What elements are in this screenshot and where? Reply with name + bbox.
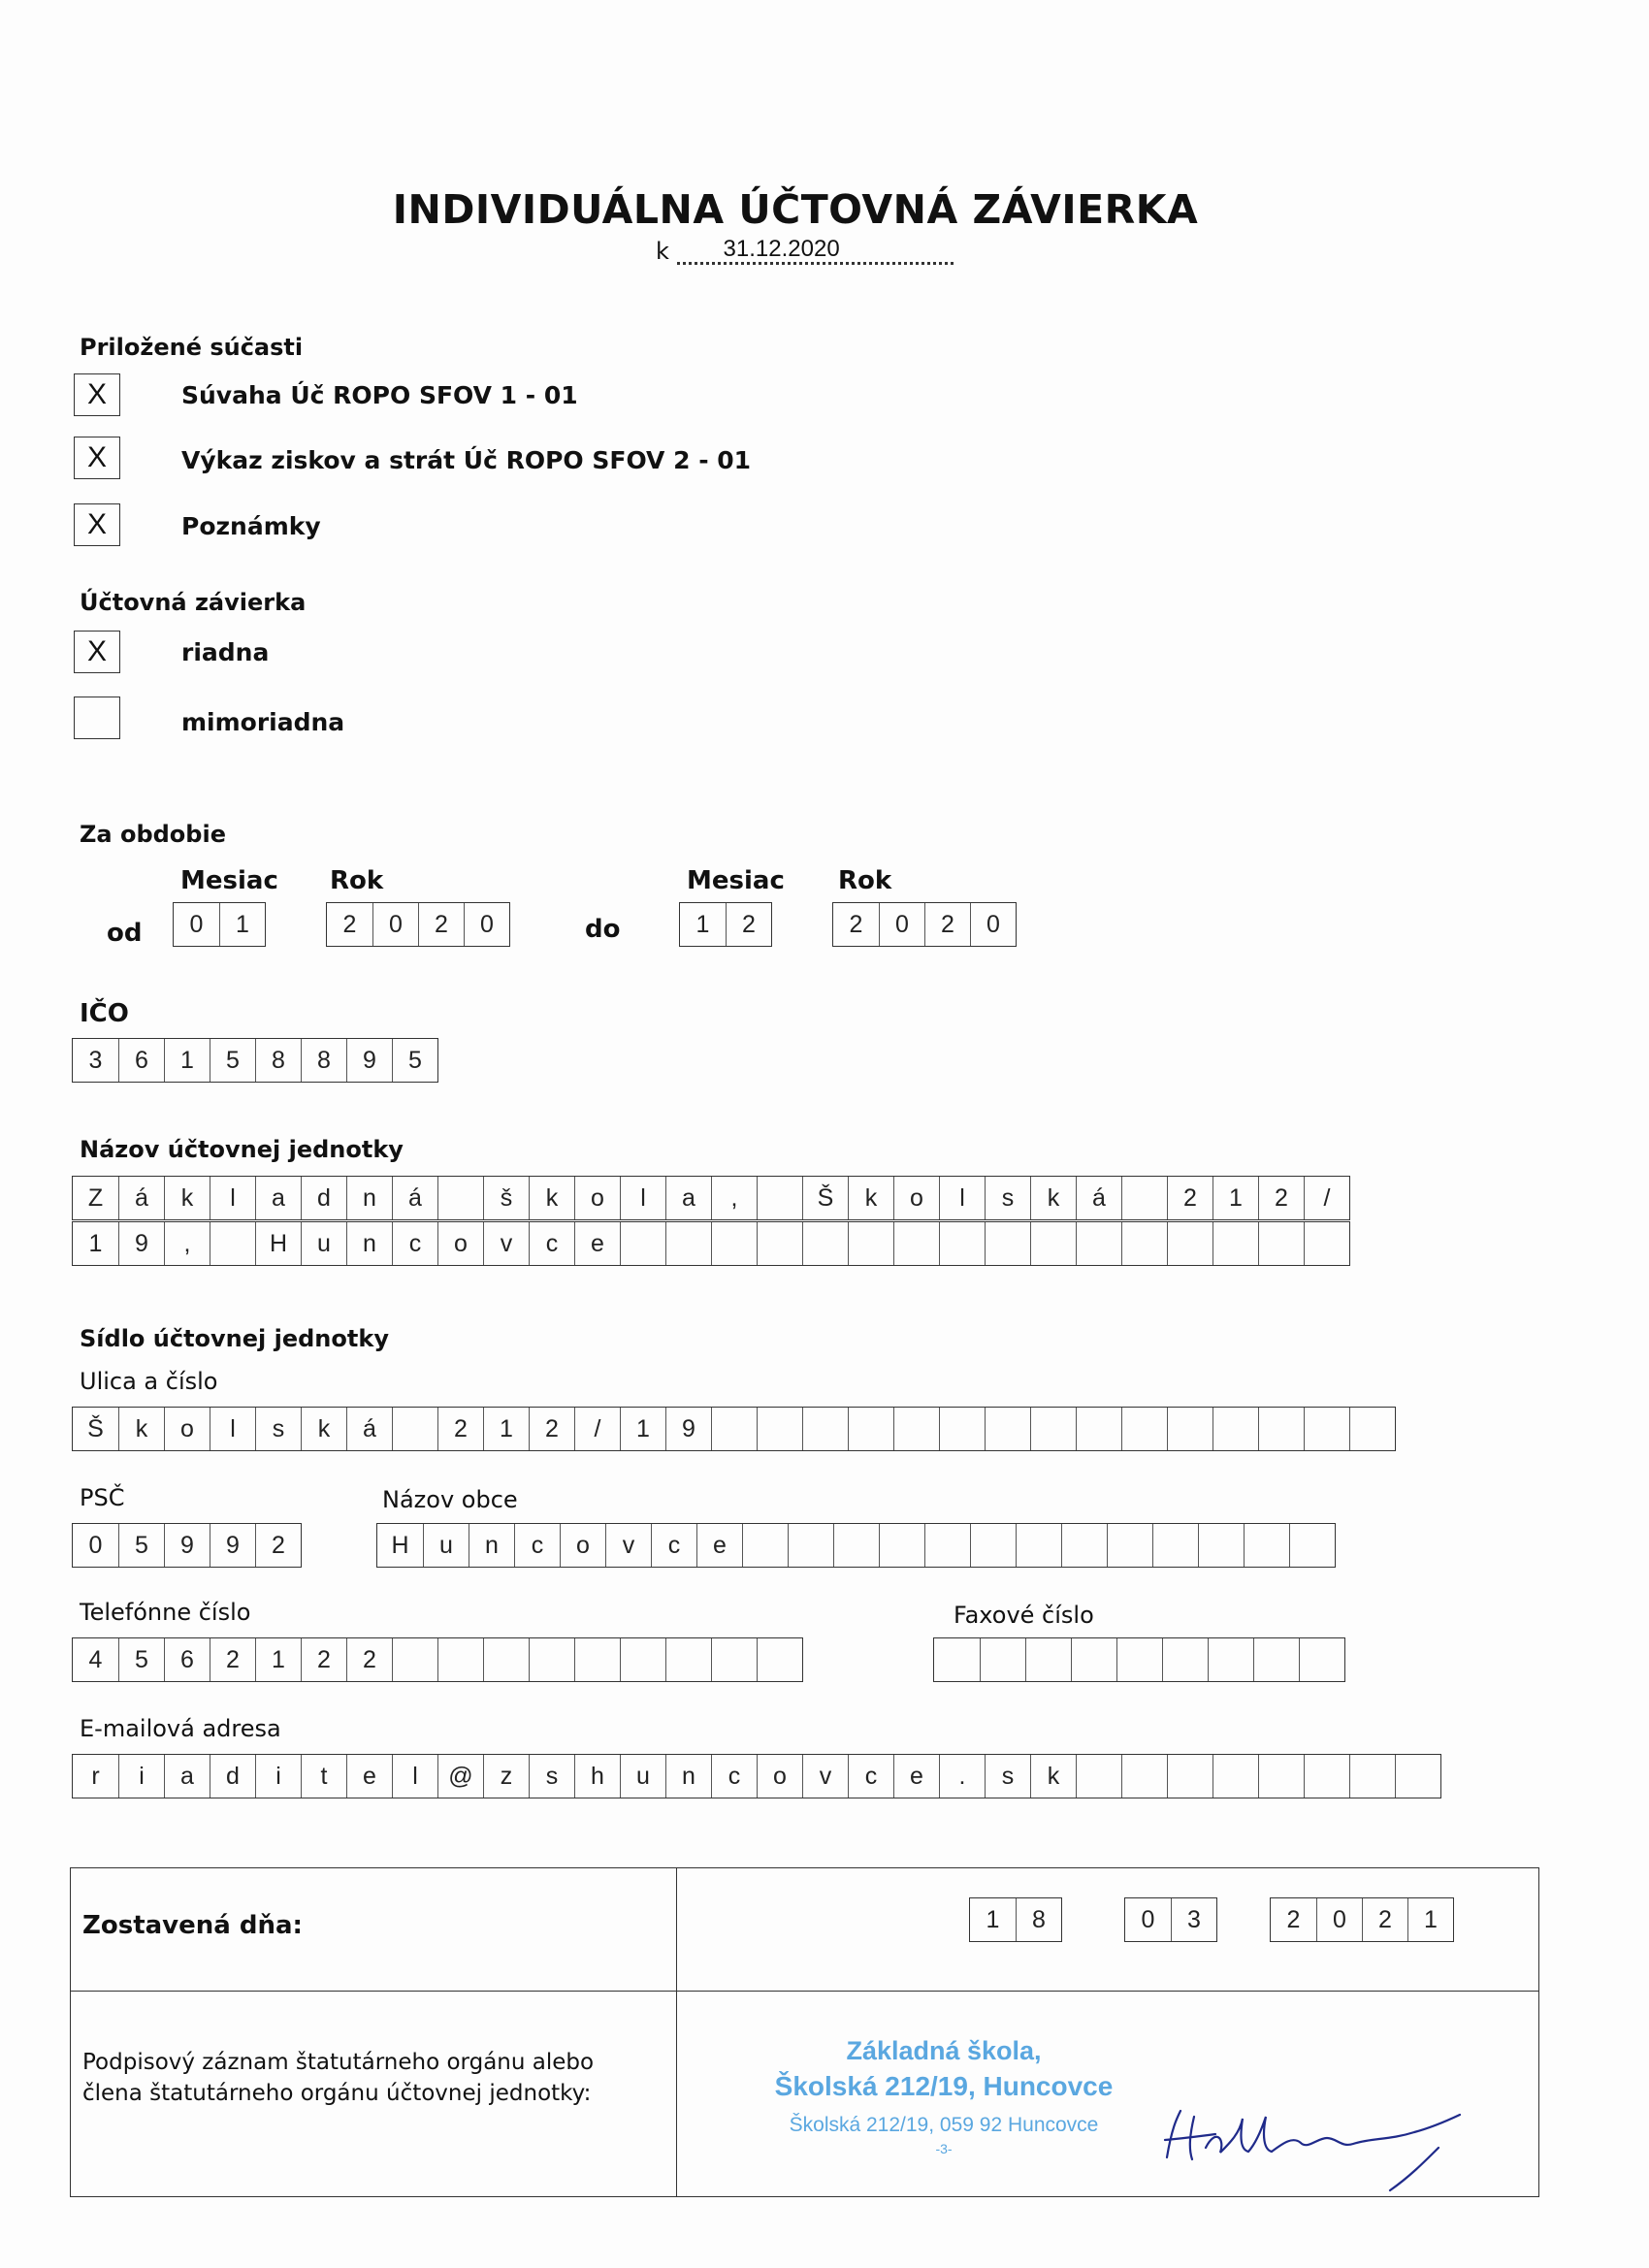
ico-digit-cell: 8 xyxy=(255,1039,301,1082)
name-grid-row1[interactable] xyxy=(72,1176,1350,1220)
email-char-cell: k xyxy=(1030,1755,1076,1798)
city-char-cell xyxy=(1244,1524,1289,1567)
name-char-cell: l xyxy=(210,1177,255,1219)
name-char-cell: d xyxy=(301,1177,346,1219)
email-char-cell: c xyxy=(711,1755,757,1798)
street-char-cell: 2 xyxy=(437,1408,483,1450)
email-char-cell: n xyxy=(665,1755,711,1798)
city-char-cell xyxy=(879,1524,924,1567)
email-char-cell: v xyxy=(802,1755,848,1798)
phone-digit-cell: 1 xyxy=(255,1638,301,1681)
name-label: Názov účtovnej jednotky xyxy=(80,1136,404,1163)
label-income-statement: Výkaz ziskov a strát Úč ROPO SFOV 2 - 01 xyxy=(181,446,752,474)
email-char-cell: s xyxy=(985,1755,1030,1798)
name-char-cell: a xyxy=(255,1177,301,1219)
phone-digit-cell xyxy=(620,1638,665,1681)
phone-digit-cell: 2 xyxy=(210,1638,255,1681)
to-label: do xyxy=(585,915,621,944)
phone-label: Telefónne číslo xyxy=(80,1599,251,1626)
digit-cell: 3 xyxy=(1171,1898,1216,1941)
date-value[interactable]: 31.12.2020 xyxy=(723,236,840,262)
city-char-cell xyxy=(970,1524,1016,1567)
city-char-cell xyxy=(924,1524,970,1567)
name-char-cell: á xyxy=(392,1177,437,1219)
ico-digit-cell: 1 xyxy=(164,1039,210,1082)
name-char-cell: n xyxy=(346,1177,392,1219)
street-char-cell xyxy=(1167,1408,1212,1450)
checkbox-extraordinary[interactable] xyxy=(74,697,120,739)
name-char-cell: k xyxy=(164,1177,210,1219)
digit-cell: 0 xyxy=(970,903,1016,946)
digit-cell: 2 xyxy=(726,903,771,946)
name-char-cell xyxy=(939,1222,985,1265)
street-char-cell: / xyxy=(574,1408,620,1450)
street-char-cell: k xyxy=(118,1408,164,1450)
name-char-cell xyxy=(893,1222,939,1265)
reporting-date xyxy=(656,238,954,265)
phone-digit-cell: 4 xyxy=(88,1646,103,1673)
email-char-cell xyxy=(1076,1755,1121,1798)
stamp-line3: Školská 212/19, 059 92 Huncovce xyxy=(789,2114,1099,2136)
name-char-cell: v xyxy=(483,1222,529,1265)
street-char-cell xyxy=(848,1408,893,1450)
name-char-cell: k xyxy=(1030,1177,1076,1219)
name-char-cell: 1 xyxy=(1212,1177,1258,1219)
city-char-cell xyxy=(1061,1524,1107,1567)
phone-digit-cell xyxy=(757,1638,802,1681)
email-char-cell: i xyxy=(255,1755,301,1798)
email-char-cell: i xyxy=(118,1755,164,1798)
name-char-cell: c xyxy=(392,1222,437,1265)
street-char-cell xyxy=(985,1408,1030,1450)
phone-digit-cell xyxy=(483,1638,529,1681)
name-char-cell: c xyxy=(529,1222,574,1265)
name-char-cell xyxy=(1121,1222,1167,1265)
city-char-cell: c xyxy=(514,1524,560,1567)
psc-digit-cell: 9 xyxy=(210,1524,255,1567)
document-title: INDIVIDUÁLNA ÚČTOVNÁ ZÁVIERKA xyxy=(392,186,1199,233)
email-char-cell: t xyxy=(301,1755,346,1798)
organization-stamp xyxy=(750,2033,1138,2155)
name-char-cell: s xyxy=(985,1177,1030,1219)
signature-label-line2: člena štatutárneho orgánu účtovnej jednotky: xyxy=(82,2081,592,2106)
digit-cell: 1 xyxy=(986,1906,1000,1933)
seat-heading: Sídlo účtovnej jednotky xyxy=(80,1325,389,1352)
email-char-cell: e xyxy=(346,1755,392,1798)
name-char-cell xyxy=(848,1222,893,1265)
email-char-cell: e xyxy=(893,1755,939,1798)
name-char-cell xyxy=(802,1222,848,1265)
name-char-cell xyxy=(757,1222,802,1265)
to-month-label: Mesiac xyxy=(687,866,785,895)
signature-label xyxy=(82,2047,594,2109)
street-char-cell: l xyxy=(210,1408,255,1450)
name-char-cell xyxy=(210,1222,255,1265)
city-char-cell: c xyxy=(651,1524,696,1567)
ico-label: IČO xyxy=(80,999,129,1028)
from-year-label: Rok xyxy=(330,866,384,895)
email-char-cell: . xyxy=(939,1755,985,1798)
digit-cell: 2 xyxy=(924,903,970,946)
fax-digit-cell xyxy=(1116,1638,1162,1681)
name-char-cell xyxy=(620,1222,665,1265)
phone-digit-cell xyxy=(437,1638,483,1681)
name-char-cell: 2 xyxy=(1167,1177,1212,1219)
street-char-cell: s xyxy=(255,1408,301,1450)
email-char-cell: u xyxy=(620,1755,665,1798)
statement-type-heading: Účtovná závierka xyxy=(80,589,307,616)
ico-digit-cell: 9 xyxy=(346,1039,392,1082)
email-char-cell xyxy=(1395,1755,1440,1798)
digit-cell: 0 xyxy=(1316,1898,1362,1941)
compiled-month-grid[interactable] xyxy=(1124,1897,1217,1942)
name-char-cell: k xyxy=(529,1177,574,1219)
name-char-cell: 9 xyxy=(118,1222,164,1265)
street-char-cell: á xyxy=(346,1408,392,1450)
phone-digit-cell: 6 xyxy=(164,1638,210,1681)
digit-cell: 0 xyxy=(189,911,204,938)
handwritten-signature xyxy=(1148,2090,1555,2196)
fax-digit-cell xyxy=(1299,1638,1344,1681)
digit-cell: 1 xyxy=(695,911,710,938)
stamp-line2: Školská 212/19, Huncovce xyxy=(774,2071,1114,2101)
city-char-cell: u xyxy=(423,1524,469,1567)
street-label: Ulica a číslo xyxy=(80,1368,218,1395)
city-char-cell xyxy=(788,1524,833,1567)
date-dotted-line xyxy=(677,236,954,265)
phone-digit-cell xyxy=(529,1638,574,1681)
name-char-cell: l xyxy=(939,1177,985,1219)
name-char-cell: l xyxy=(620,1177,665,1219)
digit-cell: 0 xyxy=(372,903,418,946)
to-month-grid[interactable] xyxy=(679,902,772,947)
name-char-cell xyxy=(985,1222,1030,1265)
city-char-cell: H xyxy=(391,1532,409,1559)
name-char-cell xyxy=(437,1177,483,1219)
label-extraordinary: mimoriadna xyxy=(181,708,345,736)
phone-digit-cell xyxy=(665,1638,711,1681)
psc-label: PSČ xyxy=(80,1484,125,1511)
name-char-cell: / xyxy=(1304,1177,1349,1219)
street-char-cell xyxy=(757,1408,802,1450)
digit-cell: 0 xyxy=(1141,1906,1155,1933)
signature-box xyxy=(70,1867,1539,2197)
ico-digit-cell: 5 xyxy=(392,1039,437,1082)
name-char-cell: š xyxy=(483,1177,529,1219)
city-char-cell xyxy=(1016,1524,1061,1567)
name-char-cell: H xyxy=(255,1222,301,1265)
street-char-cell xyxy=(1349,1408,1395,1450)
ico-digit-cell: 6 xyxy=(118,1039,164,1082)
from-label: od xyxy=(107,919,143,948)
name-char-cell: , xyxy=(711,1177,757,1219)
name-char-cell: k xyxy=(848,1177,893,1219)
name-char-cell: o xyxy=(437,1222,483,1265)
digit-cell: 2 xyxy=(1362,1898,1407,1941)
street-char-cell xyxy=(1212,1408,1258,1450)
digit-cell: 1 xyxy=(1407,1898,1453,1941)
attachments-heading: Priložené súčasti xyxy=(80,334,304,361)
ico-grid[interactable] xyxy=(72,1038,438,1083)
name-char-cell: 1 xyxy=(88,1230,103,1257)
phone-digit-cell: 2 xyxy=(301,1638,346,1681)
city-char-cell xyxy=(1289,1524,1335,1567)
street-char-cell xyxy=(711,1408,757,1450)
fax-digit-cell xyxy=(1162,1638,1208,1681)
digit-cell: 1 xyxy=(219,903,265,946)
psc-digit-cell: 0 xyxy=(88,1532,103,1559)
phone-digit-cell: 2 xyxy=(346,1638,392,1681)
stamp-line4: -3- xyxy=(935,2141,953,2156)
compiled-day-grid[interactable] xyxy=(969,1897,1062,1942)
email-char-cell xyxy=(1349,1755,1395,1798)
phone-digit-cell xyxy=(574,1638,620,1681)
label-balance-sheet: Súvaha Úč ROPO SFOV 1 - 01 xyxy=(181,381,578,409)
fax-digit-cell xyxy=(1071,1638,1116,1681)
name-char-cell xyxy=(1212,1222,1258,1265)
name-char-cell: , xyxy=(164,1222,210,1265)
email-char-cell: s xyxy=(529,1755,574,1798)
name-char-cell: a xyxy=(665,1177,711,1219)
street-char-cell xyxy=(1121,1408,1167,1450)
street-char-cell: o xyxy=(164,1408,210,1450)
name-char-cell xyxy=(1121,1177,1167,1219)
name-char-cell xyxy=(711,1222,757,1265)
phone-digit-cell xyxy=(711,1638,757,1681)
signature-label-line1: Podpisový záznam štatutárneho orgánu alebo xyxy=(82,2050,595,2075)
digit-cell: 0 xyxy=(464,903,509,946)
name-char-cell: 2 xyxy=(1258,1177,1304,1219)
email-char-cell: h xyxy=(574,1755,620,1798)
email-char-cell xyxy=(1304,1755,1349,1798)
city-label: Názov obce xyxy=(382,1486,518,1513)
name-char-cell: á xyxy=(118,1177,164,1219)
street-char-cell xyxy=(1076,1408,1121,1450)
psc-digit-cell: 5 xyxy=(118,1524,164,1567)
checkbox-regular[interactable]: X xyxy=(74,631,120,673)
name-char-cell: o xyxy=(893,1177,939,1219)
email-char-cell xyxy=(1258,1755,1304,1798)
email-grid[interactable] xyxy=(72,1754,1441,1798)
email-char-cell: @ xyxy=(437,1755,483,1798)
street-char-cell xyxy=(392,1408,437,1450)
street-char-cell xyxy=(939,1408,985,1450)
email-char-cell: a xyxy=(164,1755,210,1798)
phone-digit-cell xyxy=(392,1638,437,1681)
name-char-cell xyxy=(1304,1222,1349,1265)
name-char-cell: u xyxy=(301,1222,346,1265)
name-char-cell: Š xyxy=(802,1177,848,1219)
psc-grid[interactable] xyxy=(72,1523,302,1568)
name-char-cell: Z xyxy=(87,1184,104,1212)
street-grid[interactable] xyxy=(72,1407,1396,1451)
name-char-cell xyxy=(757,1177,802,1219)
compiled-year-grid[interactable] xyxy=(1270,1897,1454,1942)
city-char-cell xyxy=(833,1524,879,1567)
ico-digit-cell: 5 xyxy=(210,1039,255,1082)
fax-digit-cell xyxy=(980,1638,1025,1681)
fax-grid[interactable] xyxy=(933,1637,1345,1682)
period-heading: Za obdobie xyxy=(80,821,226,848)
city-char-cell: o xyxy=(560,1524,605,1567)
name-char-cell xyxy=(1258,1222,1304,1265)
city-char-cell: n xyxy=(469,1524,514,1567)
fax-digit-cell xyxy=(1208,1638,1253,1681)
street-char-cell xyxy=(802,1408,848,1450)
ico-digit-cell: 3 xyxy=(88,1047,103,1074)
street-char-cell xyxy=(1304,1408,1349,1450)
box-divider-horizontal xyxy=(71,1991,1538,1992)
street-char-cell: 1 xyxy=(483,1408,529,1450)
email-char-cell: c xyxy=(848,1755,893,1798)
street-char-cell xyxy=(893,1408,939,1450)
from-year-grid[interactable] xyxy=(326,902,510,947)
checkbox-income-statement[interactable]: X xyxy=(74,437,120,479)
email-char-cell xyxy=(1121,1755,1167,1798)
email-char-cell: r xyxy=(91,1763,100,1790)
street-char-cell: k xyxy=(301,1408,346,1450)
digit-cell: 8 xyxy=(1016,1898,1061,1941)
name-char-cell xyxy=(1167,1222,1212,1265)
label-notes: Poznámky xyxy=(181,512,321,540)
name-char-cell xyxy=(1030,1222,1076,1265)
street-char-cell: 2 xyxy=(529,1408,574,1450)
email-char-cell xyxy=(1212,1755,1258,1798)
city-char-cell xyxy=(1152,1524,1198,1567)
label-regular: riadna xyxy=(181,638,270,666)
psc-digit-cell: 9 xyxy=(164,1524,210,1567)
street-char-cell xyxy=(1258,1408,1304,1450)
city-char-cell: e xyxy=(696,1524,742,1567)
checkbox-notes[interactable]: X xyxy=(74,503,120,546)
fax-label: Faxové číslo xyxy=(954,1602,1094,1629)
city-char-cell: v xyxy=(605,1524,651,1567)
street-char-cell: 9 xyxy=(665,1408,711,1450)
from-month-grid[interactable] xyxy=(173,902,266,947)
email-char-cell: d xyxy=(210,1755,255,1798)
email-char-cell xyxy=(1167,1755,1212,1798)
compiled-label: Zostavená dňa: xyxy=(82,1911,303,1940)
psc-digit-cell: 2 xyxy=(255,1524,301,1567)
ico-digit-cell: 8 xyxy=(301,1039,346,1082)
name-char-cell: á xyxy=(1076,1177,1121,1219)
email-label: E-mailová adresa xyxy=(80,1715,281,1742)
digit-cell: 2 xyxy=(849,911,863,938)
email-char-cell: o xyxy=(757,1755,802,1798)
digit-cell: 2 xyxy=(1286,1906,1301,1933)
to-year-grid[interactable] xyxy=(832,902,1017,947)
city-grid[interactable] xyxy=(376,1523,1336,1568)
digit-cell: 2 xyxy=(342,911,357,938)
name-char-cell: n xyxy=(346,1222,392,1265)
date-prefix: k xyxy=(656,238,669,265)
checkbox-balance-sheet[interactable]: X xyxy=(74,373,120,416)
name-char-cell: e xyxy=(574,1222,620,1265)
name-grid-row2[interactable] xyxy=(72,1221,1350,1266)
name-char-cell xyxy=(665,1222,711,1265)
fax-digit-cell xyxy=(934,1638,980,1681)
email-char-cell: z xyxy=(483,1755,529,1798)
fax-digit-cell xyxy=(1025,1638,1071,1681)
city-char-cell xyxy=(1107,1524,1152,1567)
name-char-cell xyxy=(1076,1222,1121,1265)
fax-digit-cell xyxy=(1253,1638,1299,1681)
street-char-cell: 1 xyxy=(620,1408,665,1450)
city-char-cell xyxy=(1198,1524,1244,1567)
phone-digit-cell: 5 xyxy=(118,1638,164,1681)
from-month-label: Mesiac xyxy=(180,866,278,895)
digit-cell: 2 xyxy=(418,903,464,946)
digit-cell: 0 xyxy=(879,903,924,946)
box-divider-vertical xyxy=(676,1868,677,2196)
name-char-cell: o xyxy=(574,1177,620,1219)
city-char-cell xyxy=(742,1524,788,1567)
phone-grid[interactable] xyxy=(72,1637,803,1682)
email-char-cell: l xyxy=(392,1755,437,1798)
stamp-line1: Základná škola, xyxy=(846,2036,1042,2065)
street-char-cell: Š xyxy=(87,1415,104,1442)
to-year-label: Rok xyxy=(838,866,892,895)
street-char-cell xyxy=(1030,1408,1076,1450)
